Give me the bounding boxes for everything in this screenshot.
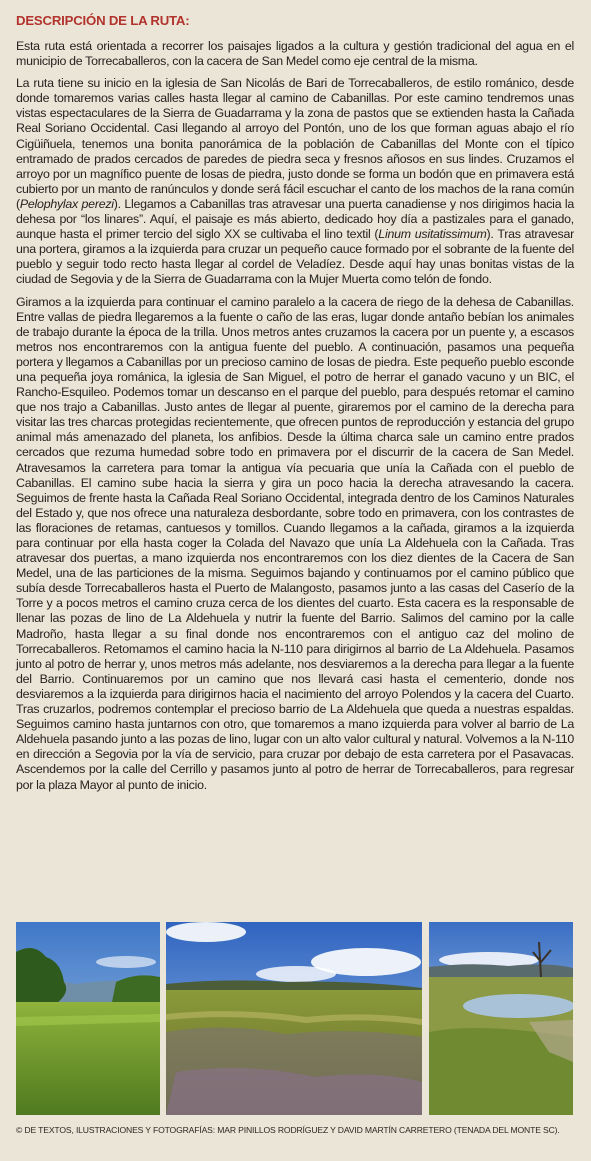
photo-credits: © DE TEXTOS, ILUSTRACIONES Y FOTOGRAFÍAS: MAR PINILLOS RODRÍGUEZ Y DAVID MARTÍN CARRETERO (TENADA DEL MONTE SC). [16, 1125, 560, 1135]
heathland-photo [166, 922, 422, 1115]
route-paragraph [16, 295, 574, 793]
section-heading: DESCRIPCIÓN DE LA RUTA: [16, 13, 190, 28]
paragraph-text: ). Llegamos a Cabanillas tras atravesar una puerta canadiense y nos dirigimos hacia la dehesa por “los linares”. Aquí, el paisaje es más abierto, dedicado hoy día a pastizales para el ganado, aunque hasta el primer tercio del siglo XX se cultivaba el lino textil ( [16, 196, 575, 242]
paragraph-text: La ruta tiene su inicio en la iglesia de San Nicolás de Bari de Torrecaballeros, de estilo románico, desde donde tomaremos varias calles hasta llegar al camino de Cabanillas. Por este camino tendremos unas vistas espectaculares de la Sierra de Guadarrama y la zona de pastos que se extienden hasta la Cañada Real Soriano Occidental. Casi llegando al arroyo del Pontón, uno de los que forman aguas abajo el río Cigüiñuela, tenemos una bonita panorámica de la población de Cabanillas del Monte con el típico entramado de prados cercados de paredes de piedra seca y fresnos añosos en sus lindes. Cruzamos el arroyo por un magnífico puente de losas de piedra, justo donde se forma un bodón que en primavera está cubierto por un manto de ranúnculos y donde será fácil escuchar el canto de los machos de la rana común ( [16, 76, 574, 211]
meadow-photo [16, 922, 160, 1115]
paragraph-text: Giramos a la izquierda para continuar el camino paralelo a la cacera de riego de la dehesa de Cabanillas. Entre vallas de piedra llegaremos a la fuente o caño de las eras, lugar donde antaño bebían los animales de trabajo durante la época de la trilla. Unos metros antes cruzamos la cacera por un puente y, a escasos metros nos encontraremos con la antigua fuente del pueblo. A continuación, pasamos una pequeña portera y llegamos a Cabanillas por un precioso camino de losas de piedra. Este pequeño pueblo esconde una pequeña joya románica, la iglesia de San Miguel, el potro de herrar el ganado vacuno y un BIC, el Rancho-Esquileo. Podemos tomar un descanso en el parque del pueblo, para después retomar el camino que nos trajo a Cabanillas. Justo antes de llegar al puente, giraremos por el camino de la derecha para visitar las tres charcas protegidas recientemente, que ofrecen puntos de reproducción y estancia del grupo animal más amenazado del planeta, los anfibios. Desde la última charca sale un camino entre prados cercados que rezuma humedad sobre todo en primavera por el discurrir de la cacera de San Medel. Atravesamos la carretera para tomar la antigua vía pecuaria que unía la Cañada con el pueblo de Cabanillas. El camino sube hacia la sierra y gira un poco hacia la derecha atravesando la cacera. Seguimos de frente hasta la Cañada Real Soriano Occidental, integrada dentro de los Caminos Naturales del Estado y, que nos ofrece una naturaleza desbordante, sobre todo en primavera, con los contrastes de las floraciones de retamas, cantuesos y tomillos. Cuando llegamos a la cañada, giramos a la izquierda para continuar por ella hasta coger la Colada del Navazo que unía La Aldehuela con la Cañada. Tras atravesar dos puertas, a mano izquierda nos encontraremos con los diez dientes de la Cacera de San Medel, una de las particiones de la misma. Seguimos bajando y continuamos por el camino público que subía desde Torrecaballeros hasta el Puerto de Malangosto, pasamos junto a las casas del Caserío de la Torre y a pocos metros el camino cruza cerca de los dientes del cuarto. Esta cacera es la responsable de llenar las pozas de lino de La Aldehuela y nutrir la fuente del Barrio. Salimos del camino por la calle Madroño, hasta llegar a su final donde nos encontraremos con el antiguo caz del molino de Torrecaballeros. Retomamos el camino hacia la N-110 para dirigirnos al barrio de La Aldehuela. Pasamos junto al potro de herrar y, unos metros más adelante, nos desviaremos a la derecha para llegar a la fuente del Barrio. Continuaremos por un camino que nos llevará casi hasta el cementerio, donde nos desviaremos a la izquierda para dirigirnos hacia el nacimiento del arroyo Polendos y la cacera del Cuarto. Tras cruzarlos, podremos contemplar el precioso barrio de La Aldehuela que queda a nuestras espaldas. Seguimos camino hasta juntarnos con otro, que tomaremos a mano izquierda para volver al barrio de La Aldehuela pasando junto a las pozas de lino, lugar con un alto valor cultural y natural. Volvemos a la N-110 en dirección a Segovia por la vía de servicio, para cruzar por debajo de esta carretera por el Pasavacas. Ascendemos por la calle del Cerrillo y pasamos junto al potro de herrar de Torrecaballeros, para regresar por la plaza Mayor al punto de inicio. [16, 294, 574, 792]
route-paragraph [16, 39, 574, 69]
route-description-body [16, 39, 574, 800]
route-paragraph [16, 76, 574, 287]
paragraph-text: Esta ruta está orientada a recorrer los paisajes ligados a la cultura y gestión tradicional del agua en el municipio de Torrecaballeros, con la cacera de San Medel como eje central de la misma. [16, 39, 574, 69]
pond-photo [429, 922, 573, 1115]
species-name: Pelophylax perezi [19, 196, 114, 211]
species-name: Linum usitatissimum [378, 227, 487, 242]
paragraph-text: ). Tras atravesar una portera, giramos a la izquierda para cruzar un pequeño cauce formado por el sobrante de la fuente del pueblo y seguir todo recto hasta llegar al cordel de Veladíez. Desde aquí hay unas bonitas vistas de la ciudad de Segovia y de la Sierra de Guadarrama con la Mujer Muerta como telón de fondo. [16, 227, 574, 287]
